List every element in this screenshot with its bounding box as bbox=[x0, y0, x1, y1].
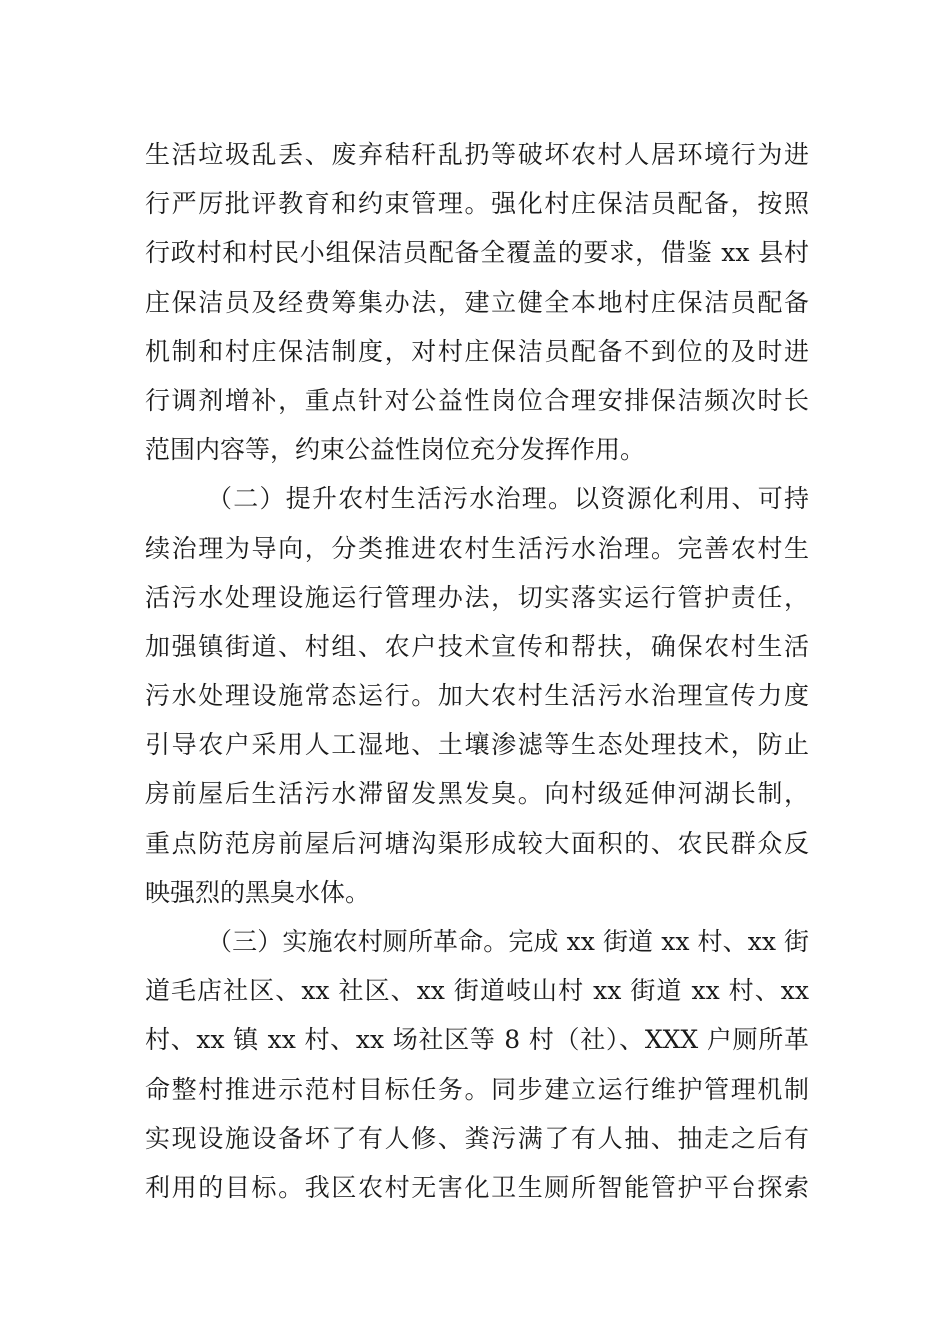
text-line: 活污水处理设施运行管理办法，切实落实运行管护责任， bbox=[145, 582, 809, 612]
text-line: 范围内容等，约束公益性岗位充分发挥作用。 bbox=[145, 435, 646, 465]
text-line: 污水处理设施常态运行。加大农村生活污水治理宣传力度 bbox=[145, 681, 809, 711]
text-line: 行政村和村民小组保洁员配备全覆盖的要求，借鉴 xx 县村 bbox=[145, 238, 809, 268]
paragraph-1 bbox=[145, 130, 809, 474]
text-line: 行调剂增补，重点针对公益性岗位合理安排保洁频次时长 bbox=[145, 385, 809, 415]
text-line: 利用的目标。我区农村无害化卫生厕所智能管护平台探索 bbox=[145, 1172, 809, 1202]
text-line: 引导农户采用人工湿地、土壤渗滤等生态处理技术，防止 bbox=[145, 730, 809, 760]
text-line: 加强镇街道、村组、农户技术宣传和帮扶，确保农村生活 bbox=[145, 631, 809, 661]
text-line: 生活垃圾乱丢、废弃秸秆乱扔等破坏农村人居环境行为进 bbox=[145, 140, 809, 169]
paragraph-2 bbox=[145, 474, 809, 917]
text-line: 庄保洁员及经费筹集办法，建立健全本地村庄保洁员配备 bbox=[145, 287, 809, 317]
paragraph-3 bbox=[145, 917, 809, 1212]
text-line: 机制和村庄保洁制度，对村庄保洁员配备不到位的及时进 bbox=[145, 336, 809, 366]
text-line: 重点防范房前屋后河塘沟渠形成较大面积的、农民群众反 bbox=[145, 828, 809, 858]
body-text bbox=[145, 130, 809, 1212]
text-line: 命整村推进示范村目标任务。同步建立运行维护管理机制 bbox=[145, 1074, 809, 1104]
text-line: 村、xx 镇 xx 村、xx 场社区等 8 村（社）、XXX 户厕所革 bbox=[145, 1025, 809, 1055]
text-line: 实现设施设备坏了有人修、粪污满了有人抽、抽走之后有 bbox=[145, 1123, 809, 1153]
text-line: 房前屋后生活污水滞留发黑发臭。向村级延伸河湖长制， bbox=[145, 779, 809, 809]
text-line: 续治理为导向，分类推进农村生活污水治理。完善农村生 bbox=[145, 533, 809, 563]
text-line: （二）提升农村生活污水治理。以资源化利用、可持 bbox=[207, 484, 809, 514]
text-line: 道毛店社区、xx 社区、xx 街道岐山村 xx 街道 xx 村、xx bbox=[145, 976, 809, 1006]
text-line: 映强烈的黑臭水体。 bbox=[145, 877, 371, 907]
text-line: 行严厉批评教育和约束管理。强化村庄保洁员配备，按照 bbox=[145, 189, 809, 219]
text-line: （三）实施农村厕所革命。完成 xx 街道 xx 村、xx 街 bbox=[207, 927, 809, 956]
